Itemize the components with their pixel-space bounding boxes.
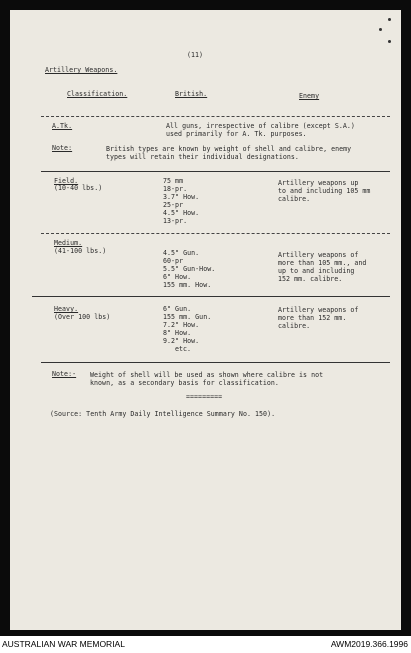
heavy-british-3: 7.2" How. [163, 321, 200, 329]
field-enemy-3: calibre. [278, 195, 311, 203]
heavy-british-2: 155 mm. Gun. [163, 313, 212, 321]
note-2-text-1: Weight of shell will be used as shown where calibre is not [90, 371, 324, 379]
header-enemy: Enemy [299, 92, 320, 100]
medium-range: (41-100 lbs.) [54, 247, 107, 255]
header-british: British. [175, 90, 208, 98]
field-british-3: 3.7" How. [163, 193, 200, 201]
medium-enemy-1: Artillery weapons of [278, 251, 359, 259]
source-line: (Source: Tenth Army Daily Intelligence Summary No. 150). [50, 410, 276, 418]
divider [41, 233, 390, 234]
medium-british-1: 4.5" Gun. [163, 249, 200, 257]
heavy-range: (Over 100 lbs) [54, 313, 111, 321]
heavy-enemy-3: calibre. [278, 322, 311, 330]
footer-record-id: AWM2019.366.1996 [330, 639, 408, 649]
heavy-british-4: 8" How. [163, 329, 192, 337]
document-page [10, 10, 401, 630]
divider [41, 116, 390, 117]
divider [41, 362, 390, 363]
note-1-label: Note: [52, 144, 73, 152]
note-2-label: Note:- [52, 370, 77, 378]
heavy-enemy-2: more than 152 mm. [278, 314, 347, 322]
medium-label: Medium. [54, 239, 83, 247]
field-british-4: 25-pr [163, 201, 184, 209]
field-range: (10-40 lbs.) [54, 184, 103, 192]
field-british-5: 4.5" How. [163, 209, 200, 217]
punch-mark [388, 18, 391, 21]
footer-bar [0, 636, 411, 653]
medium-british-5: 155 mm. How. [163, 281, 212, 289]
at-label: A.Tk. [52, 122, 73, 130]
punch-mark [388, 40, 391, 43]
punch-mark [379, 28, 382, 31]
at-text-1: All guns, irrespective of calibre (except S.A.) [166, 122, 355, 130]
medium-british-4: 6" How. [163, 273, 192, 281]
note-1-text-1: British types are known by weight of shell and calibre, enemy [106, 145, 352, 153]
field-enemy-1: Artillery weapons up [278, 179, 359, 187]
divider [41, 171, 390, 172]
medium-enemy-3: up to and including [278, 267, 355, 275]
heavy-british-1: 6" Gun. [163, 305, 192, 313]
medium-british-2: 60-pr [163, 257, 184, 265]
field-enemy-2: to and including 105 mm [278, 187, 371, 195]
at-text-2: used primarily for A. Tk. purposes. [166, 130, 307, 138]
field-british-6: 13-pr. [163, 217, 188, 225]
note-2-text-2: known, as a secondary basis for classification. [90, 379, 279, 387]
footer-institution: AUSTRALIAN WAR MEMORIAL [2, 639, 125, 649]
heavy-british-5: 9.2" How. [163, 337, 200, 345]
field-label: Field. [54, 177, 79, 185]
divider [32, 296, 390, 297]
field-british-1: 75 mm [163, 177, 184, 185]
page-title: Artillery Weapons. [45, 66, 118, 74]
field-british-2: 18-pr. [163, 185, 188, 193]
header-classification: Classification. [67, 90, 128, 98]
separator: ========= [186, 393, 223, 401]
heavy-enemy-1: Artillery weapons of [278, 306, 359, 314]
note-1-text-2: types will retain their individual designations. [106, 153, 299, 161]
medium-enemy-4: 152 mm. calibre. [278, 275, 343, 283]
heavy-british-6: etc. [175, 345, 192, 353]
page-number: (11) [187, 51, 204, 59]
medium-enemy-2: more than 105 mm., and [278, 259, 367, 267]
medium-british-3: 5.5" Gun-How. [163, 265, 216, 273]
heavy-label: Heavy. [54, 305, 79, 313]
